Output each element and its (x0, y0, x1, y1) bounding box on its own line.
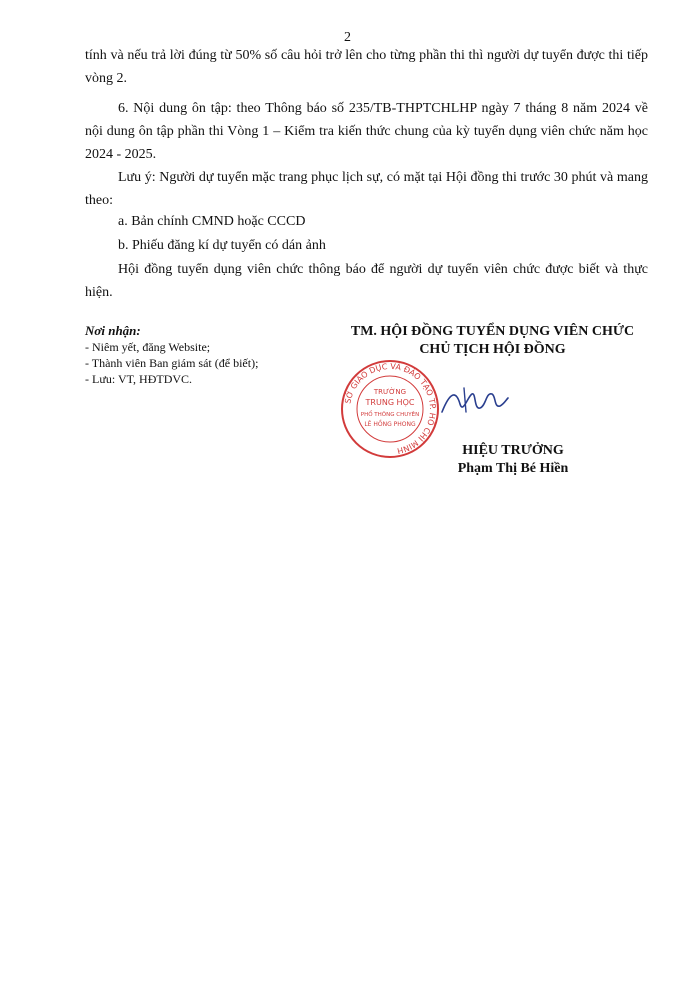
recipient-item: - Niêm yết, đăng Website; (85, 340, 211, 354)
paragraph-closing: Hội đồng tuyển dụng viên chức thông báo để người dự tuyển viên chức được biết và thực hiện. (85, 262, 648, 300)
list-item-id-card: a. Bản chính CMND hoặc CCCD (118, 214, 306, 229)
recipients-block (85, 323, 315, 387)
signer-position: HIỆU TRƯỞNG (462, 443, 564, 458)
signer-name: Phạm Thị Bé Hiền (457, 461, 569, 476)
seal-ring-text: SỞ GIÁO DỤC VÀ ĐÀO TẠO TP. HỒ CHÍ MINH (343, 361, 438, 456)
recipients-title: Nơi nhận: (85, 323, 141, 338)
official-seal-stamp (340, 359, 440, 459)
recipient-item: - Lưu: VT, HĐTDVC. (85, 372, 193, 386)
handwritten-signature (440, 382, 510, 422)
seal-center-line: TRUNG HỌC (365, 398, 415, 407)
seal-center-line: PHỔ THÔNG CHUYÊN (360, 412, 420, 418)
paragraph-review-content: 6. Nội dung ôn tập: theo Thông báo số 235/TB-THPTCHLHP ngày 7 tháng 8 năm 2024 về nội dung ôn tập phần thi Vòng 1 – Kiểm tra kiến thức chung của kỳ tuyển dụng viên chức năm học 2024 - 2025. (85, 101, 648, 162)
paragraph-continuation: tính và nếu trả lời đúng từ 50% số câu hỏi trở lên cho từng phần thi thì người dự tuyển được thi tiếp vòng 2. (85, 48, 648, 86)
seal-center-line: TRƯỜNG (373, 388, 407, 396)
recipient-item: - Thành viên Ban giám sát (để biết); (85, 356, 259, 370)
paragraph-note: Lưu ý: Người dự tuyển mặc trang phục lịch sự, có mặt tại Hội đồng thi trước 30 phút và mang theo: (85, 170, 648, 208)
list-item-registration-form: b. Phiếu đăng kí dự tuyển có dán ảnh (118, 238, 326, 253)
signature-role: CHỦ TỊCH HỘI ĐỒNG (419, 342, 566, 357)
signature-organization: TM. HỘI ĐỒNG TUYỂN DỤNG VIÊN CHỨC (350, 324, 635, 339)
page-number: 2 (344, 30, 351, 45)
seal-center-line: LÊ HỒNG PHONG (364, 421, 416, 428)
